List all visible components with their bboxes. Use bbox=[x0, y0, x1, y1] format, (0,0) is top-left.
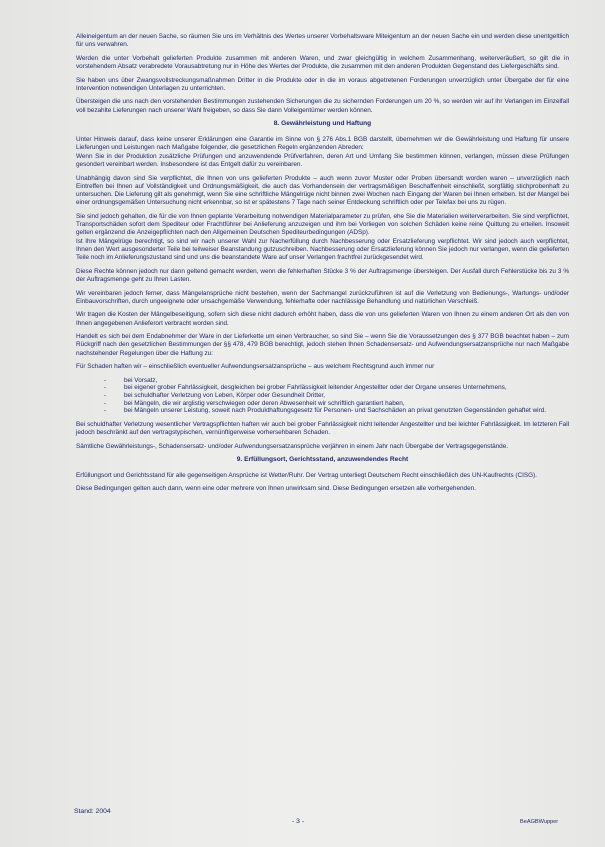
list-item: - bei Mängeln, die wir arglistig verschwiegen oder deren Abwesenheit wir schriftlich garantiert haben, bbox=[76, 400, 569, 408]
page-number: - 3 - bbox=[292, 818, 305, 825]
list-item: - bei Vorsatz, bbox=[76, 377, 569, 385]
paragraph-garantie-hinweis: Unter Hinweis darauf, dass keine unserer Erklärungen eine Garantie im Sinne von § 276 Abs.1 BGB darstellt, übernehmen wir die Gewährleistung und Haftung für unsere Lieferungen und Leistungen nach Maßgabe folgender, die gesetzlichen Regeln ergänzenden Abreden: bbox=[76, 136, 569, 152]
paragraph-zusaetzliche-pruefungen: Wenn Sie in der Produktion zusätzliche Prüfungen und anzuwendende Prüfverfahren, deren Art und Umfang Sie bestimmen können, verlangen, müssen diese Prüfungen gesondert vereinbart werden. Insbesondere ist das Entgelt dafür zu vereinbaren. bbox=[76, 152, 569, 169]
paragraph-gerichtsstand: Erfüllungsort und Gerichtsstand für alle gegenseitigen Ansprüche ist Wetter/Ruhr. Der Vertrag unterliegt Deutschem Recht einschließlich des UN-Kaufrechts (CISG). bbox=[76, 471, 537, 479]
paragraph-verbraucher-rueckgriff: Handelt es sich bei dem Endabnehmer der Ware in der Lieferkette um einen Verbraucher, so sind Sie – wenn Sie die Voraussetzungen des § 377 BGB beachtet haben – zum Rückgriff nach den gesetzlichen Bestimmungen der §§ 478, 479 BGB berechtigt, jedoch stehen Ihnen Schadensersatz- und Aufwendungsersatzansprüche nur nach Maßgabe nachstehender Regelungen über die Haftung zu: bbox=[76, 333, 569, 357]
section-heading-gewaehrleistung: 8. Gewährleistung und Haftung bbox=[273, 120, 372, 128]
list-item: - bei eigener grober Fahrlässigkeit, desgleichen bei grober Fahrlässigkeit leitender Angestellter oder der Organe unseres Unternehmens, bbox=[76, 384, 569, 392]
paragraph-salvatorische-klausel: Diese Bedingungen gelten auch dann, wenn eine oder mehrere von Ihnen unwirksam sind. Diese Bedingungen ersetzen alle vorhergehenden. bbox=[76, 485, 476, 493]
paragraph-eigentum: Alleineigentum an der neuen Sache, so räumen Sie uns im Verhältnis des Wertes unserer Vorbehaltsware Miteigentum an der neuen Sache ein und werden diese unentgeltlich für uns verwahren. bbox=[76, 33, 569, 49]
document-code: BeAGBWupper bbox=[520, 819, 559, 825]
paragraph-wesentliche-vertragspflichten: Bei schuldhafter Verletzung wesentlicher Vertragspflichten haften wir auch bei grober Fahrlässigkeit nicht leitender Angestellter und bei leichter Fahrlässigkeit. Im letzteren Fall jedoch beschränkt auf den vertragstypischen, vernünftigerweise vorhersehbaren Schaden. bbox=[76, 420, 569, 437]
paragraph-materialparameter: Sie sind jedoch gehalten, die für die von Ihnen geplante Verarbeitung notwendigen Materialparameter zu prüfen, ehe Sie die Materialien weiterverarbeiten. Sie sind verpflichtet, Transportschäden sofort dem Spediteur oder Frachtführer bei Anlieferung anzuzeigen und ihm bei Vorliegen von solchen Schäden keine reine Quittung zu erteilen. Insoweit gelten ergänzend die Anzeigepflichten nach den Allgemeinen Deutschen Spediteurbedingungen (ADSp). bbox=[76, 212, 569, 237]
list-item: - bei schuldhafter Verletzung von Leben, Körper oder Gesundheit Dritter, bbox=[76, 392, 569, 400]
haftung-list bbox=[76, 377, 569, 415]
paragraph-weiterveraeusserung: Werden die unter Vorbehalt gelieferten Produkte zusammen mit anderen Waren, und zwar gleichgültig in welchem Zusammenhang, weiterveräußert, so gilt die in vorstehendem Absatz verabredete Vorausabtretung nur in Höhe des Wertes der Produkte, die zusammen mit den anderen Produkten Gegenstand des Liefergeschäfts sind. bbox=[76, 54, 569, 71]
paragraph-kosten-maengelbeseitigung: Wir tragen die Kosten der Mängelbeseitigung, sofern sich diese nicht dadurch erhöht haben, dass die von uns gelieferten Waren von Ihnen zu einem anderen Ort als den von Ihnen angegebenen Anlieferort verbracht worden sind. bbox=[76, 311, 569, 327]
list-item: - bei Mängeln unserer Leistung, soweit nach Produkthaftungsgesetz für Personen- und Sachschäden an privat genutzten Gegenständen gehaftet wird. bbox=[76, 407, 569, 415]
paragraph-untersuchungspflicht: Unabhängig davon sind Sie verpflichtet, die Ihnen von uns gelieferten Produkte – auch wenn zuvor Muster oder Proben übersandt worden waren – unverzüglich nach Eintreffen bei Ihnen auf Vollständigkeit und Ordnungsmäßigkeit, die auch das Vorhandensein der vertragsmäßigen Beschaffenheit einschließt, sorgfältig stichprobenhaft zu untersuchen. Die Lieferung gilt als genehmigt, wenn Sie eine schriftliche Mängelrüge nicht binnen zwei Wochen nach Eingang der Waren bei Ihnen erheben. Ist der Mangel bei einer ordnungsgemäßen Untersuchung nicht erkennbar, so ist er spätestens 7 Tage nach seiner Entdeckung schriftlich oder per Telefax bei uns zu rügen. bbox=[76, 174, 569, 207]
paragraph-verjaehrung: Sämtliche Gewährleistungs-, Schadensersatz- und/oder Aufwendungsersatzansprüche verjähren in einem Jahr nach Übergabe der Vertragsgegenstände. bbox=[76, 442, 508, 450]
paragraph-zwangsvollstreckung: Sie haben uns über Zwangsvollstreckungsmaßnahmen Dritter in die Produkte oder in die im voraus abgetretenen Forderungen unverzüglich unter Übergabe der für eine Intervention notwendigen Unterlagen zu unterrichten. bbox=[76, 76, 569, 92]
paragraph-sicherungen: Übersteigen die uns nach den vorstehenden Bestimmungen zustehenden Sicherungen die zu sichernden Forderungen um 20 %, so werden wir auf Ihr Verlangen im Einzelfall voll bezahlte Lieferungen nach unserer Wahl freigeben, so dass Sie dann Volleigentümer werden können. bbox=[76, 98, 569, 114]
paragraph-maengelruege: Ist Ihre Mängelrüge berechtigt, so sind wir nach unserer Wahl zur Nacherfüllung durch Nachbesserung oder Ersatzlieferung verpflichtet. Wir sind jedoch auch verpflichtet, Ihnen den Wert ausgesonderter Teile bei teilweiser Beanstandung gutzuschreiben. Nachbesserung oder Ersatzlieferung können Sie jedoch nur verlangen, wenn die gelieferten Teile noch im Anlieferungszustand sind und uns die beanstandete Ware auf unser Verlangen frachtfrei zurückgesendet wird. bbox=[76, 237, 569, 262]
paragraph-fehlerhafte-stuecke: Diese Rechte können jedoch nur dann geltend gemacht werden, wenn die fehlerhaften Stücke 3 % der Auftragsmenge übersteigen. Der Ausfall durch Fehlerstücke bis zu 3 % der Auftragsmenge geht zu Ihren Lasten. bbox=[76, 267, 569, 284]
footer-stand: Stand: 2004 bbox=[74, 808, 111, 815]
section-heading-erfuellungsort: 9. Erfüllungsort, Gerichtsstand, anzuwendendes Recht bbox=[236, 455, 409, 463]
paragraph-haftung-einleitung: Für Schaden haften wir – einschließlich eventueller Aufwendungsersatzansprüche – aus welchem Rechtsgrund auch immer nur bbox=[76, 363, 435, 371]
paragraph-ausschluss-maengelansprueche: Wir vereinbaren jedoch ferner, dass Mängelansprüche nicht bestehen, wenn der Sachmangel zurückzuführen ist auf die Verletzung von Bedienungs-, Wartungs- und/oder Einbauvorschriften, durch ungeeignete oder unsachgemäße Verwendung, fehlerhafte oder nachlässige Behandlung und natürlichen Verschleiß. bbox=[76, 289, 569, 305]
